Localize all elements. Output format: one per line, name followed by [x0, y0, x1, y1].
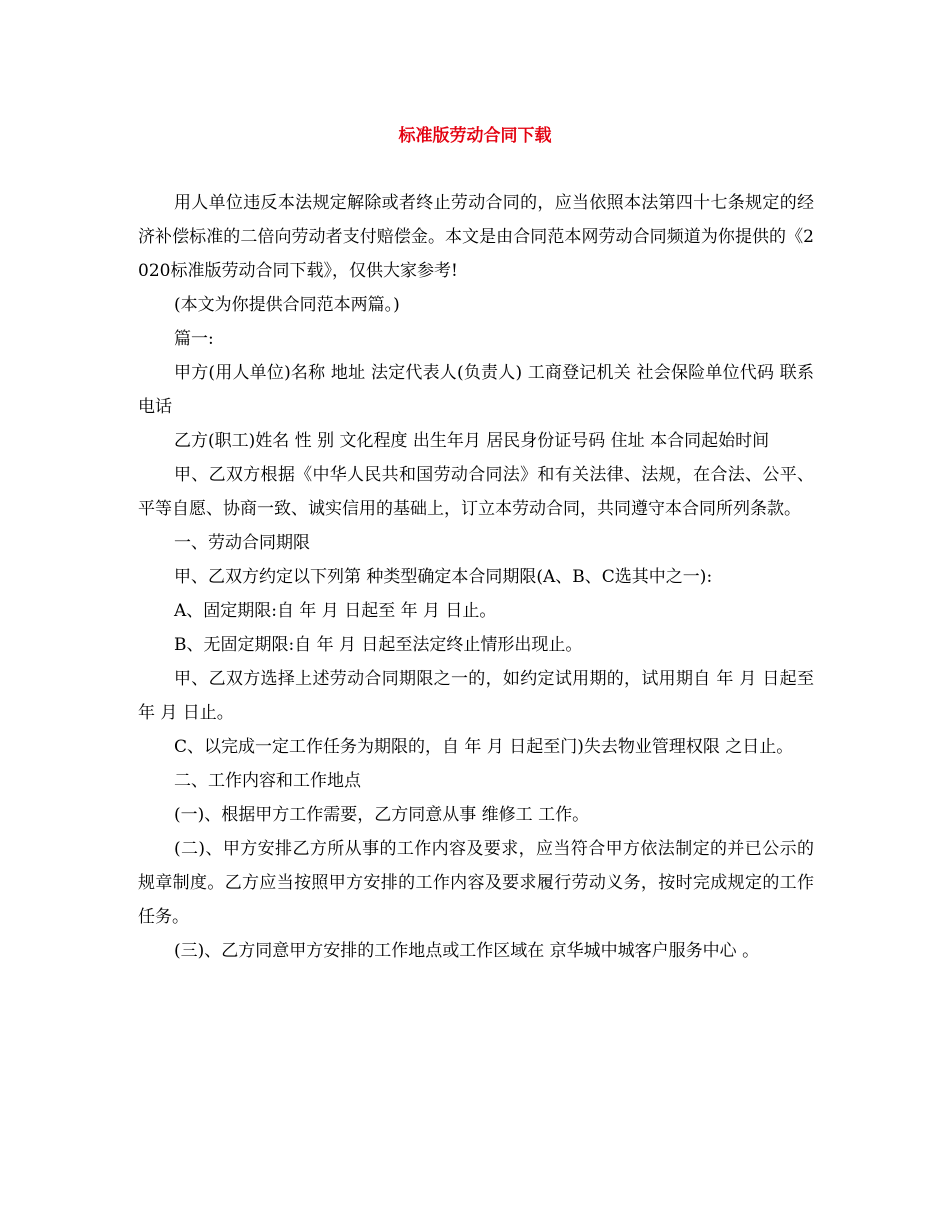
heading-work-content: 二、工作内容和工作地点: [174, 771, 361, 791]
paragraph-work-3: (三)、乙方同意甲方安排的工作地点或工作区域在 京华城中城客户服务中心 。: [174, 941, 760, 961]
document-body: [138, 186, 814, 968]
paragraph-note: (本文为你提供合同范本两篇。): [174, 295, 400, 315]
paragraph-agreement: 甲、乙双方根据《中华人民共和国劳动合同法》和有关法律、法规，在合法、公平、平等自愿、协商一致、诚实信用的基础上，订立本劳动合同，共同遵守本合同所列条款。: [138, 465, 814, 519]
paragraph-term-b: B、无固定期限:自 年 月 日起至法定终止情形出现止。: [174, 635, 583, 655]
paragraph-term-a: A、固定期限:自 年 月 日起至 年 月 日止。: [174, 601, 497, 621]
paragraph-probation: 甲、乙双方选择上述劳动合同期限之一的，如约定试用期的，试用期自 年 月 日起至 年 月 日止。: [138, 669, 814, 723]
paragraph-work-2: (二)、甲方安排乙方所从事的工作内容及要求，应当符合甲方依法制定的并已公示的规章制度。乙方应当按照甲方安排的工作内容及要求履行劳动义务，按时完成规定的工作任务。: [138, 839, 814, 927]
paragraph-party-a: 甲方(用人单位)名称 地址 法定代表人(负责人) 工商登记机关 社会保险单位代码 联系电话: [138, 363, 814, 417]
paragraph-work-1: (一)、根据甲方工作需要，乙方同意从事 维修工 工作。: [174, 805, 590, 825]
section-label-part-one: 篇一:: [174, 329, 214, 349]
document-title: 标准版劳动合同下载: [398, 126, 552, 146]
paragraph-intro: 用人单位违反本法规定解除或者终止劳动合同的，应当依照本法第四十七条规定的经济补偿标准的二倍向劳动者支付赔偿金。本文是由合同范本网劳动合同频道为你提供的《2020标准版劳动合同下载》，仅供大家参考!: [138, 193, 814, 281]
paragraph-term-type: 甲、乙双方约定以下列第 种类型确定本合同期限(A、B、C选其中之一):: [174, 567, 713, 587]
paragraph-term-c: C、以完成一定工作任务为期限的，自 年 月 日起至门)失去物业管理权限 之日止。: [174, 737, 794, 757]
paragraph-party-b: 乙方(职工)姓名 性 别 文化程度 出生年月 居民身份证号码 住址 本合同起始时间: [174, 431, 770, 451]
heading-contract-term: 一、劳动合同期限: [174, 533, 310, 553]
